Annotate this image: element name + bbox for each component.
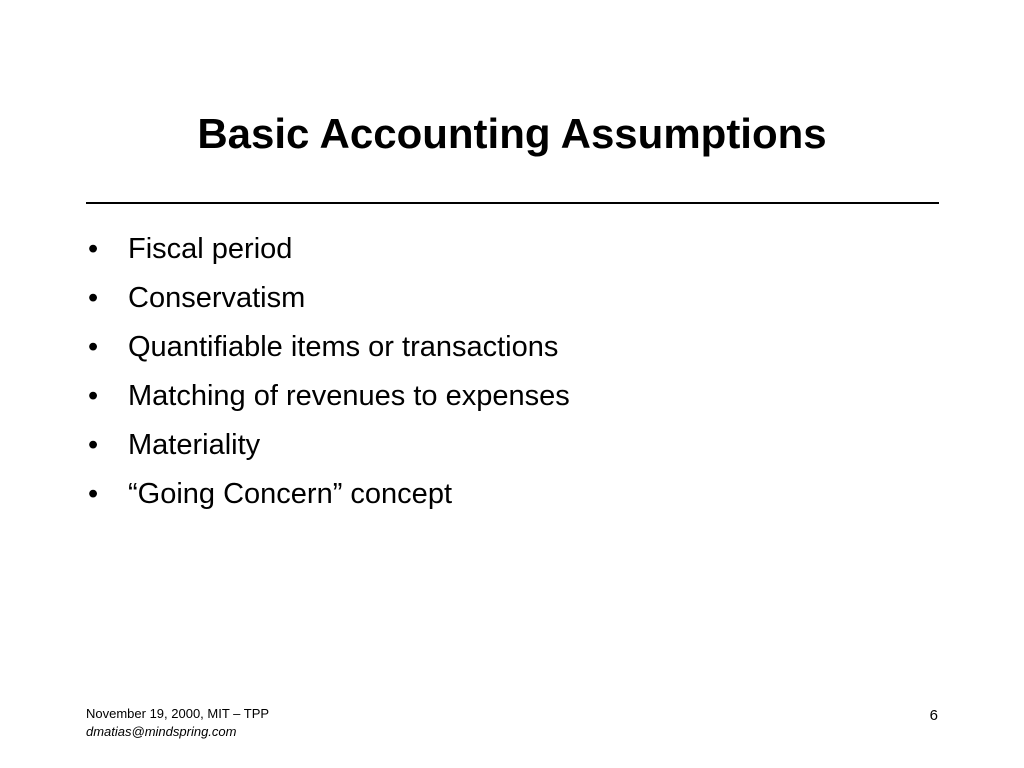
slide-title: Basic Accounting Assumptions bbox=[197, 110, 827, 157]
bullet-icon: • bbox=[88, 380, 99, 412]
bullet-icon: • bbox=[88, 233, 99, 265]
bullet-list bbox=[86, 225, 570, 519]
bullet-icon: • bbox=[88, 282, 99, 314]
bullet-icon: • bbox=[88, 429, 99, 461]
bullet-text: Matching of revenues to expenses bbox=[128, 380, 570, 412]
footer bbox=[86, 705, 269, 741]
bullet-text: Quantifiable items or transactions bbox=[128, 331, 559, 363]
page-number: 6 bbox=[929, 707, 938, 724]
title-divider bbox=[86, 202, 939, 204]
bullet-item bbox=[86, 274, 570, 323]
bullet-item bbox=[86, 323, 570, 372]
footer-date-line: November 19, 2000, MIT – TPP bbox=[86, 706, 270, 721]
bullet-item bbox=[86, 470, 570, 519]
bullet-item bbox=[86, 372, 570, 421]
bullet-text: “Going Concern” concept bbox=[128, 478, 452, 510]
bullet-item bbox=[86, 421, 570, 470]
bullet-text: Conservatism bbox=[128, 282, 306, 314]
bullet-text: Materiality bbox=[128, 429, 261, 461]
bullet-icon: • bbox=[88, 331, 99, 363]
footer-email: dmatias@mindspring.com bbox=[86, 724, 237, 739]
bullet-item bbox=[86, 225, 570, 274]
bullet-icon: • bbox=[88, 478, 99, 510]
bullet-text: Fiscal period bbox=[128, 233, 293, 265]
